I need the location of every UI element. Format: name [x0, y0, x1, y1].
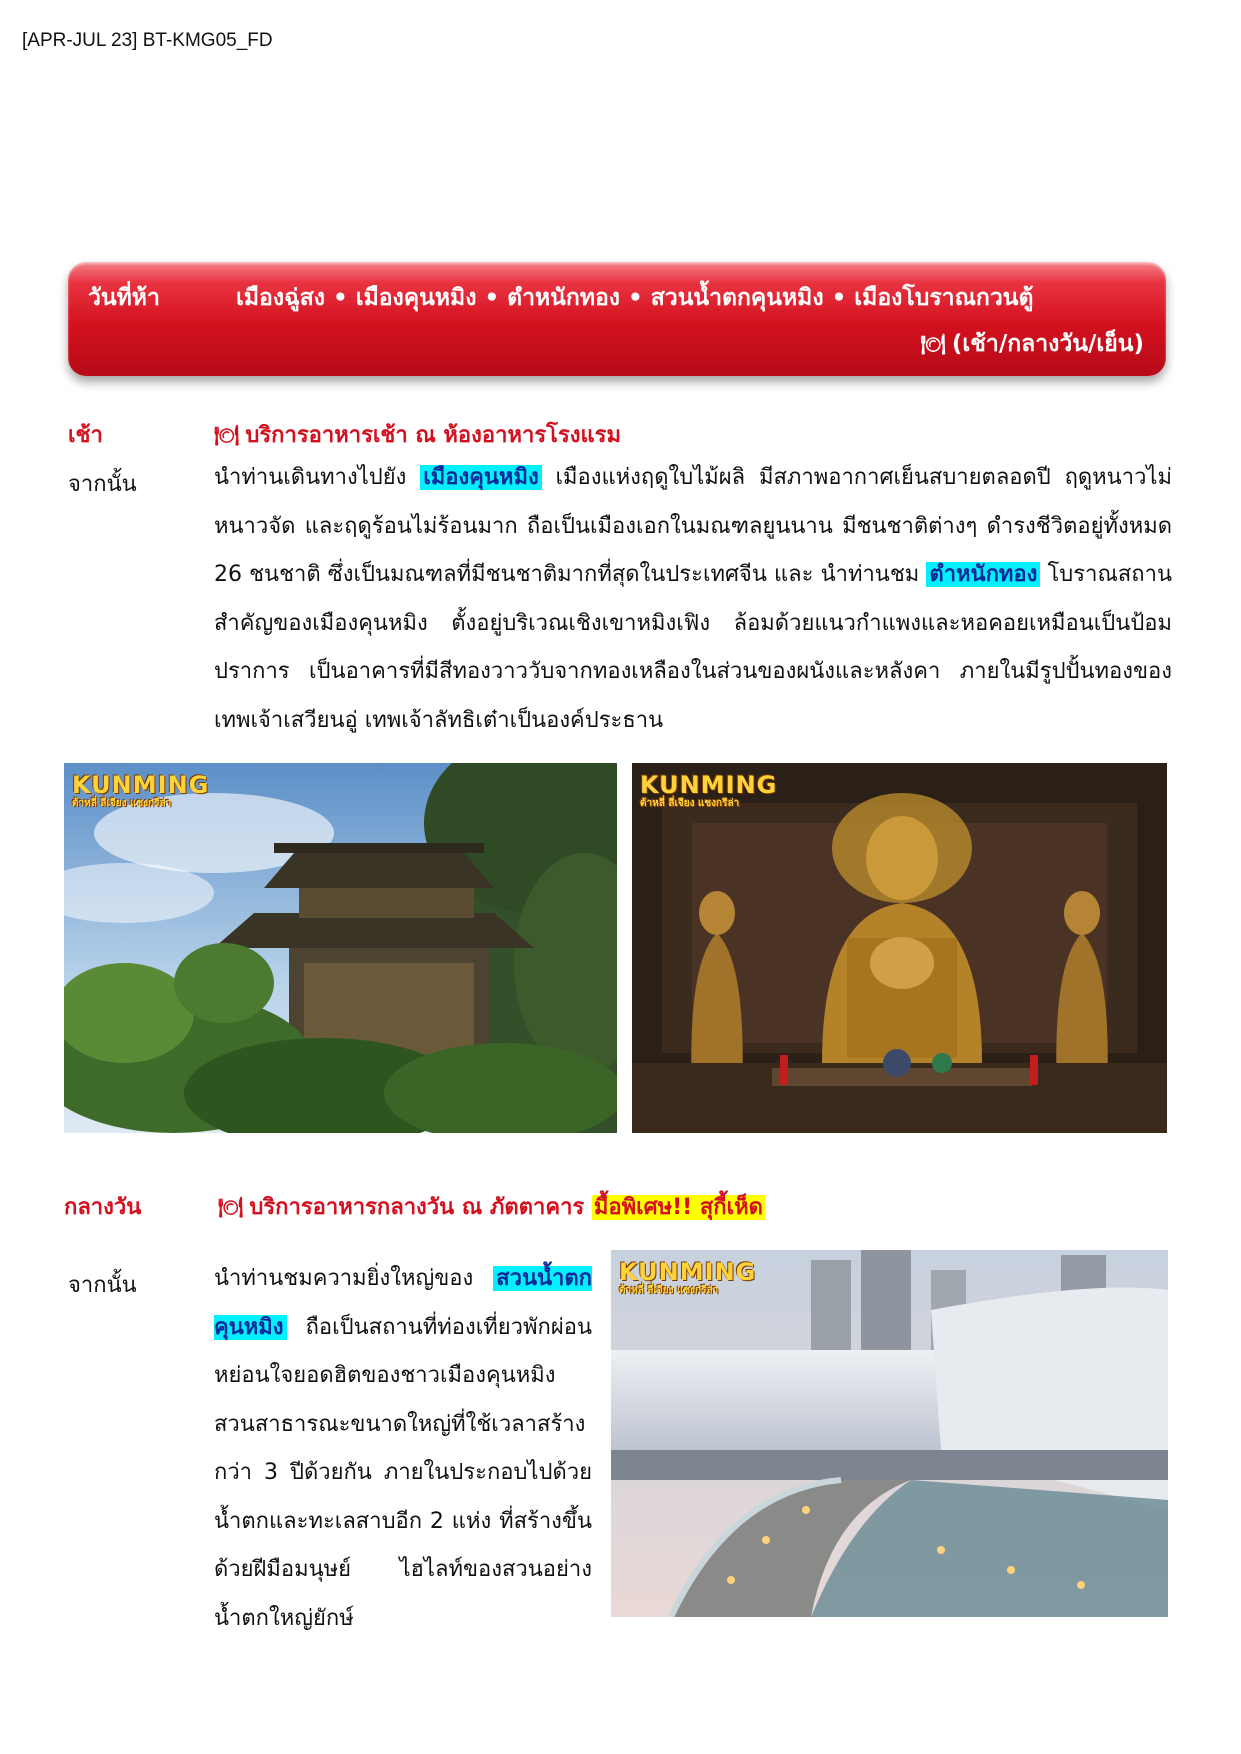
- watermark-brand: KUNMING: [640, 771, 778, 799]
- day-banner: [68, 262, 1166, 376]
- midday-label: กลางวัน: [64, 1195, 142, 1220]
- highlight-waterfall-park: สวนน้ำตกคุนหมิง: [214, 1266, 592, 1340]
- watermark-sub: ต้าหลี่ ลี่เจียง แชงกรีล่า: [72, 798, 172, 809]
- day-route: เมืองฉู่สง • เมืองคุนหมิง • ตำหนักทอง • สวนน้ำตกคุนหมิง • เมืองโบราณกวนตู้: [236, 285, 1034, 311]
- golden-temple-photo: [64, 763, 617, 1133]
- then-label: จากนั้น: [68, 472, 137, 497]
- document-code: [APR-JUL 23] BT-KMG05_FD: [22, 30, 273, 51]
- kunming-watermark: [640, 773, 777, 809]
- day-meals-text: (เช้า/กลางวัน/เย็น): [951, 331, 1144, 357]
- midday-paragraph: [214, 1255, 592, 1643]
- morning-text-3: โบราณสถานสำคัญของเมืองคุนหมิง ตั้งอยู่บริเวณเชิงเขาหมิงเฟิง ล้อมด้วยแนวกำแพงและหอคอยเหมือนเป็นป้อมปราการ เป็นอาคารที่มีสีทองวาววับจากทองเหลืองในส่วนของผนังและหลังคา ภายในมีรูปปั้นทองของ เทพเจ้าเสวียนอู่ เทพเจ้าลัทธิเต๋าเป็นองค์ประธาน: [214, 562, 1172, 733]
- watermark-sub: ต้าหลี่ ลี่เจียง แชงกรีล่า: [619, 1285, 719, 1296]
- dish-icon: 🍽: [920, 332, 946, 356]
- day-meals: [921, 326, 1144, 362]
- midday-meal-text: บริการอาหารกลางวัน ณ ภัตตาคาร: [249, 1195, 592, 1220]
- watermark-brand: KUNMING: [72, 771, 210, 799]
- watermark-sub: ต้าหลี่ ลี่เจียง แชงกรีล่า: [640, 798, 740, 809]
- morning-text-2: เมืองแห่งฤดูใบไม้ผลิ มีสภาพอากาศเย็นสบายตลอดปี ฤดูหนาวไม่หนาวจัด และฤดูร้อนไม่ร้อนมาก ถือเป็นเมืองเอกในมณฑลยูนนาน มีชนชาติต่างๆ ดำรงชีวิตอยู่ทั้งหมด 26 ชนชาติ ซึ่งเป็นมณฑลที่มีชนชาติมากที่สุดในประเทศจีน และ นำท่านชม: [214, 465, 1172, 587]
- waterfall-park-photo: [611, 1250, 1168, 1617]
- kunming-watermark: [619, 1260, 756, 1296]
- morning-label: เช้า: [68, 423, 103, 448]
- midday-text-2: ถือเป็นสถานที่ท่องเที่ยวพักผ่อนหย่อนใจยอดฮิตของชาวเมืองคุนหมิง สวนสาธารณะขนาดใหญ่ที่ใช้เวลาสร้างกว่า 3 ปีด้วยกัน ภายในประกอบไปด้วยน้ำตกและทะเลสาบอีก 2 แห่ง ที่สร้างขึ้นด้วยฝีมือมนุษย์ ไฮไลท์ของสวนอย่างน้ำตกใหญ่ยักษ์: [214, 1314, 592, 1631]
- kunming-watermark: [72, 773, 209, 809]
- morning-paragraph: [214, 454, 1172, 745]
- dish-icon: 🍽: [218, 1195, 244, 1219]
- xuanwu-statue-photo: [632, 763, 1167, 1133]
- dish-icon: 🍽: [214, 423, 240, 447]
- then-label: จากนั้น: [68, 1273, 137, 1298]
- morning-meal-text: บริการอาหารเช้า ณ ห้องอาหารโรงแรม: [245, 423, 622, 448]
- morning-text-1: นำท่านเดินทางไปยัง: [214, 465, 421, 490]
- watermark-brand: KUNMING: [619, 1258, 757, 1286]
- highlight-golden-temple: ตำหนักทอง: [926, 562, 1040, 587]
- midday-text-1: นำท่านชมความยิ่งใหญ่ของ: [214, 1266, 494, 1291]
- day-label: วันที่ห้า: [88, 285, 160, 311]
- midday-meal: [218, 1189, 765, 1224]
- morning-meal: [214, 417, 621, 452]
- special-meal-highlight: มื้อพิเศษ!! สุกี้เห็ด: [593, 1195, 763, 1220]
- highlight-kunming-city: เมืองคุนหมิง: [420, 465, 541, 490]
